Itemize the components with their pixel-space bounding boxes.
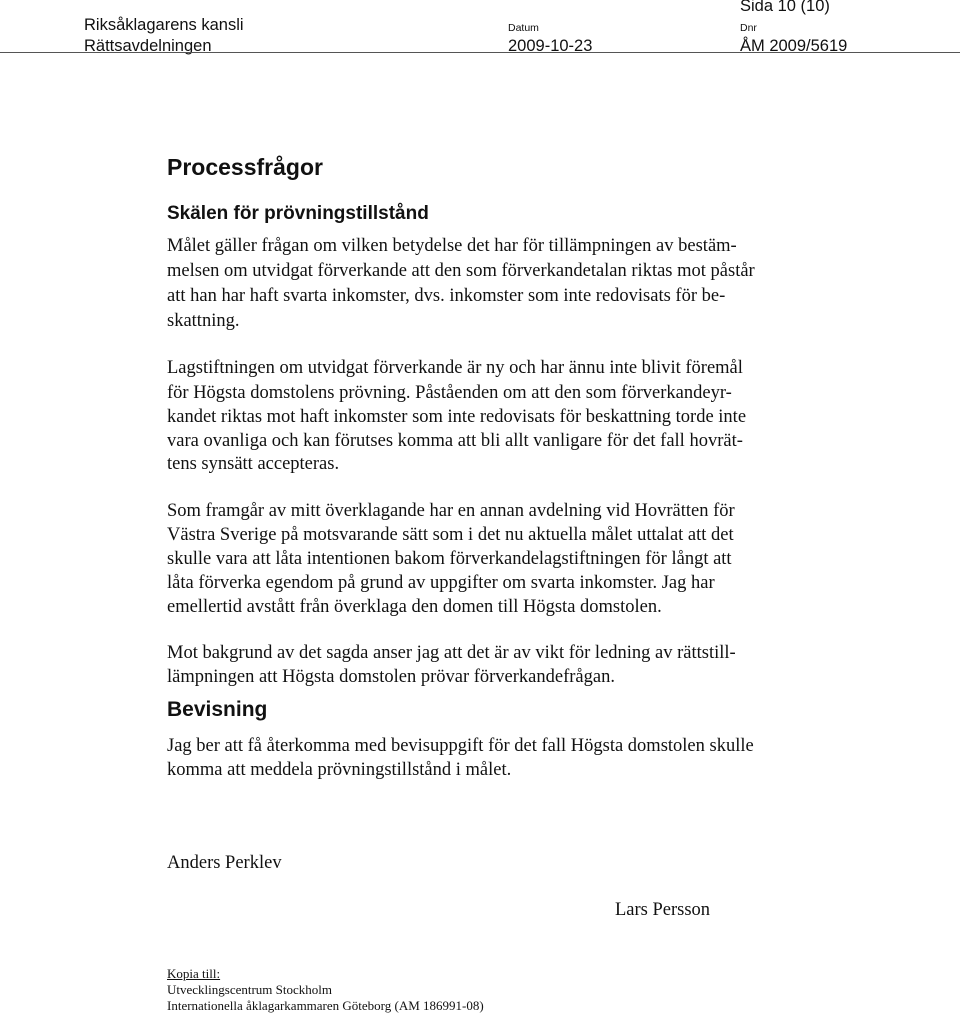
header-dnr: ÅM 2009/5619	[740, 37, 848, 55]
header-rule	[0, 52, 960, 53]
text-line: låta förverka egendom på grund av uppgifter om svarta inkomster. Jag har	[167, 573, 715, 593]
text-line: Som framgår av mitt överklagande har en annan avdelning vid Hovrätten för	[167, 501, 735, 521]
text-line: Mot bakgrund av det sagda anser jag att det är av vikt för ledning av rättstill-	[167, 643, 736, 663]
copy-label: Kopia till:	[167, 966, 221, 981]
header-dept: Rättsavdelningen	[84, 37, 212, 55]
text-line: lämpningen att Högsta domstolen prövar förverkandefrågan.	[167, 667, 615, 687]
text-line: Lagstiftningen om utvidgat förverkande är ny och har ännu inte blivit föremål	[167, 358, 743, 378]
header-dnr-label: Dnr	[740, 22, 757, 34]
section-subtitle: Skälen för prövningstillstånd	[167, 203, 429, 224]
header-date-label: Datum	[508, 22, 539, 34]
text-line: Västra Sverige på motsvarande sätt som i det nu aktuella målet uttalat att det	[167, 525, 734, 545]
text-line: Målet gäller frågan om vilken betydelse det har för tillämpningen av bestäm-	[167, 236, 737, 256]
text-line: att han har haft svarta inkomster, dvs. inkomster som inte redovisats för be-	[167, 286, 726, 306]
text-line: för Högsta domstolens prövning. Påståenden om att den som förverkandeyr-	[167, 383, 732, 403]
text-line: tens synsätt accepteras.	[167, 454, 340, 474]
text-line: emellertid avstått från överklaga den domen till Högsta domstolen.	[167, 597, 662, 617]
text-line: Jag ber att få återkomma med bevisuppgift för det fall Högsta domstolen skulle	[167, 736, 754, 756]
text-line: melsen om utvidgat förverkande att den som förverkandetalan riktas mot påstår	[167, 261, 755, 281]
text-line: komma att meddela prövningstillstånd i målet.	[167, 760, 512, 780]
section-title-processfragor: Processfrågor	[167, 154, 323, 180]
signature-anders-perklev: Anders Perklev	[167, 853, 282, 873]
signature-lars-persson: Lars Persson	[615, 900, 711, 920]
text-line: skulle vara att låta intentionen bakom förverkandelagstiftningen för långt att	[167, 549, 732, 569]
text-line: kandet riktas mot haft inkomster som inte redovisats för beskattning torde inte	[167, 407, 747, 427]
text-line: skattning.	[167, 311, 240, 331]
copy-recipient: Internationella åklagarkammaren Göteborg (AM 186991-08)	[167, 998, 484, 1013]
copy-recipient: Utvecklingscentrum Stockholm	[167, 982, 333, 997]
header-date: 2009-10-23	[508, 37, 593, 55]
page-number: Sida 10 (10)	[740, 0, 830, 15]
header-org: Riksåklagarens kansli	[84, 16, 244, 34]
section-title-bevisning: Bevisning	[167, 698, 268, 721]
text-line: vara ovanliga och kan förutses komma att bli allt vanligare för det fall hovrät-	[167, 431, 743, 451]
